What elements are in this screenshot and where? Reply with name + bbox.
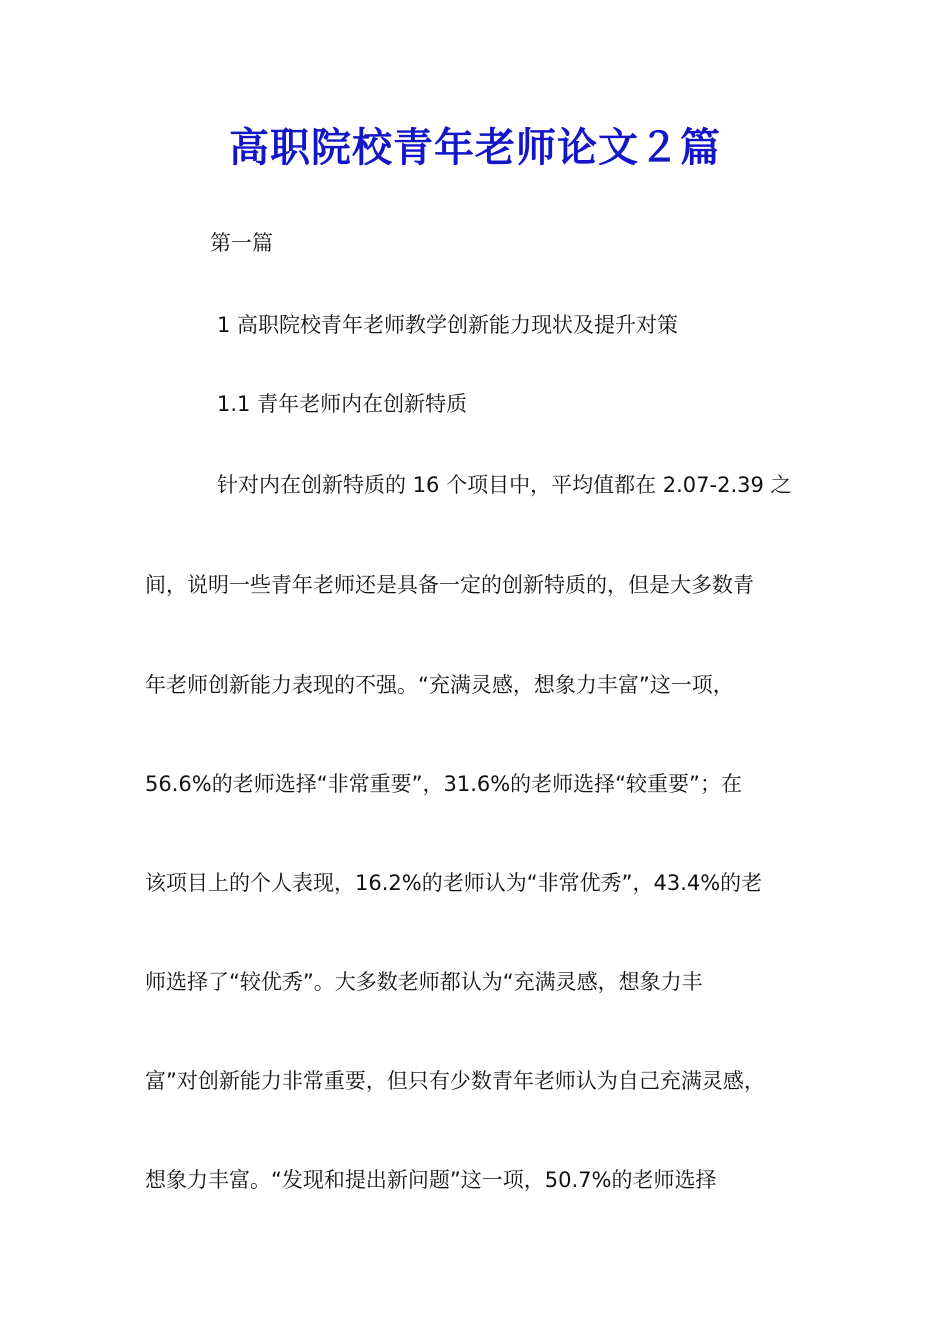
paragraph-line: 针对内在创新特质的 16 个项目中，平均值都在 2.07-2.39 之	[217, 473, 792, 497]
document-title: 高职院校青年老师论文２篇	[229, 124, 721, 171]
paragraph-line: 富”对创新能力非常重要，但只有少数青年老师认为自己充满灵感，	[145, 1069, 765, 1093]
section-label: 第一篇	[210, 231, 273, 255]
paragraph-line: 间，说明一些青年老师还是具备一定的创新特质的，但是大多数青	[145, 573, 754, 597]
heading-level-2: 1.1 青年老师内在创新特质	[217, 392, 468, 416]
paragraph-line: 师选择了“较优秀”。大多数老师都认为“充满灵感，想象力丰	[145, 970, 703, 994]
paragraph-line: 年老师创新能力表现的不强。“充满灵感，想象力丰富”这一项，	[145, 673, 734, 697]
heading-level-1: 1 高职院校青年老师教学创新能力现状及提升对策	[217, 313, 679, 337]
paragraph-line: 想象力丰富。“发现和提出新问题”这一项，50.7%的老师选择	[145, 1168, 717, 1192]
paragraph-line: 56.6%的老师选择“非常重要”，31.6%的老师选择“较重要”；在	[145, 772, 742, 796]
paragraph-line: 该项目上的个人表现，16.2%的老师认为“非常优秀”，43.4%的老	[145, 871, 763, 895]
